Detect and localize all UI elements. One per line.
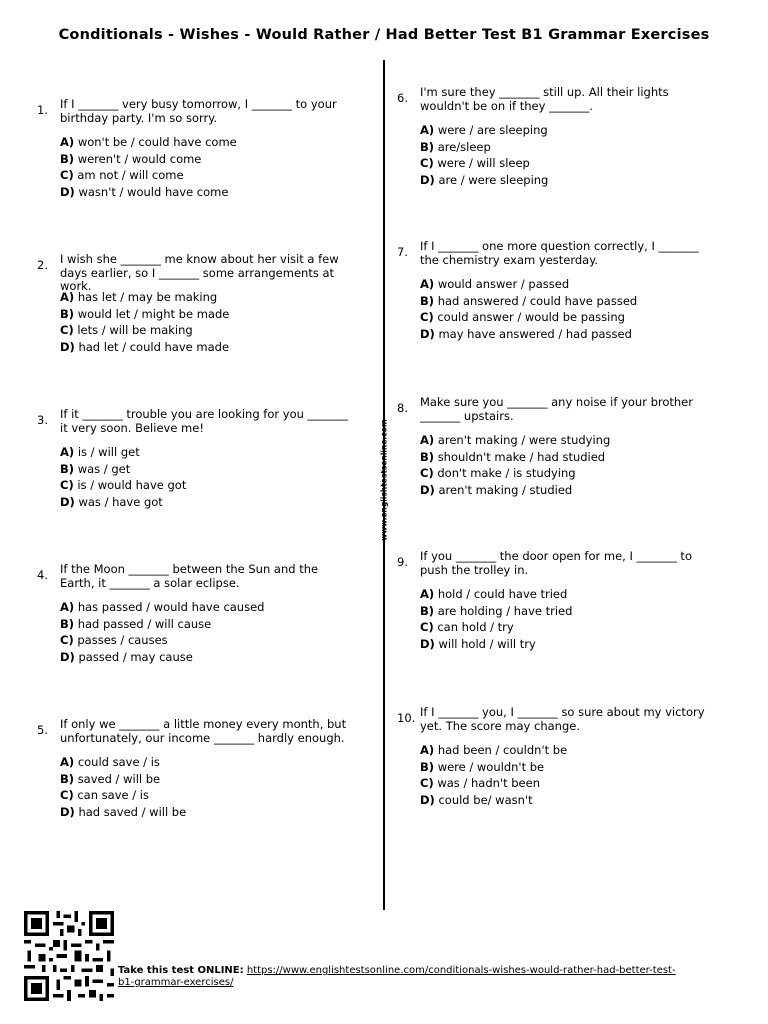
answer-option[interactable] [60, 618, 264, 635]
option-text: may have answered / had passed [438, 326, 632, 341]
question-number: 8. [397, 401, 408, 415]
option-letter: D) [60, 339, 75, 354]
option-text: had saved / will be [78, 804, 187, 819]
answer-option[interactable] [420, 141, 548, 158]
option-text: has passed / would have caused [77, 600, 265, 614]
option-letter: A) [60, 755, 75, 769]
question-text: If it _______ trouble you are looking for you _______ it very soon. Believe me! [60, 407, 348, 435]
option-letter: B) [420, 293, 435, 308]
option-text: would let / might be made [77, 306, 230, 321]
option-letter: A) [420, 433, 435, 447]
answer-option[interactable] [60, 773, 186, 790]
option-text: would answer / passed [437, 277, 570, 291]
option-letter: D) [420, 482, 435, 497]
question-number: 9. [397, 555, 408, 569]
question-number: 10. [397, 711, 416, 725]
option-text: can save / is [77, 788, 149, 803]
question-text: If I _______ one more question correctly, I _______ the chemistry exam yesterday. [420, 239, 699, 267]
option-letter: C) [420, 776, 434, 791]
answer-options [420, 124, 548, 190]
question-text: Make sure you _______ any noise if your brother _______ upstairs. [420, 395, 693, 423]
option-letter: D) [60, 494, 75, 509]
answer-option[interactable] [420, 794, 567, 811]
answer-option[interactable] [60, 341, 229, 358]
option-text: was / hadn't been [437, 776, 540, 791]
option-text: had let / could have made [78, 339, 230, 354]
option-text: were / will sleep [437, 156, 530, 171]
answer-option[interactable] [420, 124, 548, 141]
question-number: 3. [37, 413, 48, 427]
answer-option[interactable] [60, 756, 186, 773]
option-text: could be/ wasn't [438, 792, 533, 807]
option-letter: C) [420, 620, 434, 635]
answer-options [60, 601, 264, 667]
option-text: had passed / will cause [77, 616, 212, 631]
option-letter: B) [60, 771, 75, 786]
option-letter: A) [420, 587, 435, 601]
question-number: 6. [397, 91, 408, 105]
option-text: has let / may be making [77, 290, 218, 304]
option-text: don't make / is studying [437, 466, 576, 481]
question-number: 5. [37, 723, 48, 737]
answer-option[interactable] [420, 174, 548, 191]
answer-option[interactable] [420, 588, 572, 605]
option-letter: C) [60, 478, 74, 493]
option-text: had answered / could have passed [437, 293, 638, 308]
answer-option[interactable] [420, 157, 548, 174]
question-text: If I _______ very busy tomorrow, I _______ to your birthday party. I'm so sorry. [60, 97, 337, 125]
option-letter: B) [420, 449, 435, 464]
answer-option[interactable] [420, 744, 567, 761]
option-letter: C) [60, 788, 74, 803]
answer-option[interactable] [420, 638, 572, 655]
option-letter: B) [420, 139, 435, 154]
answer-option[interactable] [60, 496, 186, 513]
option-text: is / would have got [77, 478, 187, 493]
answer-option[interactable] [420, 278, 637, 295]
option-text: aren't making / were studying [437, 433, 611, 447]
option-letter: A) [60, 135, 75, 149]
option-text: aren't making / studied [438, 482, 573, 497]
footer-lead: Take this test ONLINE: [118, 965, 244, 976]
option-text: wasn't / would have come [78, 184, 229, 199]
option-letter: C) [60, 168, 74, 183]
option-letter: B) [60, 461, 75, 476]
answer-options [60, 136, 237, 202]
option-text: are/sleep [437, 139, 491, 154]
option-letter: D) [420, 636, 435, 651]
question-number: 2. [37, 258, 48, 272]
option-letter: D) [60, 649, 75, 664]
answer-option[interactable] [60, 153, 237, 170]
answer-options [60, 291, 229, 357]
option-letter: A) [60, 290, 75, 304]
option-text: am not / will come [77, 168, 184, 183]
answer-option[interactable] [420, 328, 637, 345]
option-text: weren't / would come [77, 151, 202, 166]
option-letter: A) [60, 600, 75, 614]
option-text: could answer / would be passing [437, 310, 625, 325]
option-letter: D) [420, 172, 435, 187]
qr-code-icon[interactable] [24, 911, 114, 1001]
option-letter: D) [60, 184, 75, 199]
option-text: passes / causes [77, 633, 168, 648]
option-text: hold / could have tried [437, 587, 568, 601]
option-text: passed / may cause [78, 649, 193, 664]
option-text: saved / will be [77, 771, 161, 786]
answer-option[interactable] [60, 169, 237, 186]
option-text: are / were sleeping [438, 172, 549, 187]
option-text: was / have got [78, 494, 163, 509]
question-number: 1. [37, 103, 48, 117]
option-letter: B) [60, 151, 75, 166]
answer-option[interactable] [420, 777, 567, 794]
option-letter: B) [60, 616, 75, 631]
answer-option[interactable] [420, 467, 610, 484]
option-letter: B) [60, 306, 75, 321]
answer-option[interactable] [420, 621, 572, 638]
option-letter: B) [420, 759, 435, 774]
answer-option[interactable] [60, 308, 229, 325]
answer-option[interactable] [420, 311, 637, 328]
vertical-website-label: www.englishtestsonline.com [379, 419, 389, 541]
question-number: 7. [397, 245, 408, 259]
answer-option[interactable] [420, 295, 637, 312]
option-text: were / are sleeping [437, 123, 548, 137]
answer-option[interactable] [60, 789, 186, 806]
option-letter: C) [420, 466, 434, 481]
question-text: If you _______ the door open for me, I _______ to push the trolley in. [420, 549, 692, 577]
option-text: is / will get [77, 445, 140, 459]
answer-option[interactable] [60, 324, 229, 341]
option-text: shouldn't make / had studied [437, 449, 606, 464]
question-text: If the Moon _______ between the Sun and the Earth, it _______ a solar eclipse. [60, 562, 319, 590]
option-letter: C) [420, 156, 434, 171]
option-letter: C) [60, 323, 74, 338]
answer-options [420, 434, 610, 500]
answer-options [420, 744, 567, 810]
option-letter: D) [420, 326, 435, 341]
answer-option[interactable] [420, 761, 567, 778]
question-text: If I _______ you, I _______ so sure about my victory yet. The score may change. [420, 705, 705, 733]
answer-option[interactable] [60, 463, 186, 480]
answer-option[interactable] [420, 451, 610, 468]
option-letter: C) [60, 633, 74, 648]
answer-option[interactable] [60, 186, 237, 203]
option-text: had been / couldn't be [437, 743, 568, 757]
option-text: was / get [77, 461, 131, 476]
question-text: I wish she _______ me know about her visit a few days earlier, so I _______ some arrangements at work. [60, 252, 339, 293]
option-text: lets / will be making [77, 323, 193, 338]
option-text: will hold / will try [438, 636, 536, 651]
option-letter: B) [420, 603, 435, 618]
option-letter: A) [420, 277, 435, 291]
option-letter: D) [60, 804, 75, 819]
question-text: I'm sure they _______ still up. All their lights wouldn't be on if they _______. [420, 85, 669, 113]
answer-option[interactable] [420, 484, 610, 501]
answer-option[interactable] [60, 291, 229, 308]
answer-option[interactable] [420, 605, 572, 622]
option-text: won't be / could have come [77, 135, 237, 149]
test-online-link[interactable]: https://www.englishtestsonline.com/conditionals-wishes-would-rather-had-better-test-b1-grammar-exercises/ [118, 965, 676, 988]
option-letter: D) [420, 792, 435, 807]
answer-option[interactable] [60, 806, 186, 823]
answer-option[interactable] [60, 634, 264, 651]
question-text: If only we _______ a little money every month, but unfortunately, our income _______ hardly enough. [60, 717, 347, 745]
answer-options [60, 756, 186, 822]
answer-option[interactable] [60, 446, 186, 463]
page-title: Conditionals - Wishes - Would Rather / Had Better Test B1 Grammar Exercises [58, 27, 710, 43]
option-letter: C) [420, 310, 434, 325]
footer [118, 965, 678, 989]
answer-option[interactable] [60, 601, 264, 618]
option-letter: A) [60, 445, 75, 459]
option-text: could save / is [77, 755, 160, 769]
answer-options [420, 588, 572, 654]
option-letter: A) [420, 743, 435, 757]
option-text: were / wouldn't be [437, 759, 545, 774]
option-letter: A) [420, 123, 435, 137]
answer-options [420, 278, 637, 344]
answer-option[interactable] [60, 479, 186, 496]
answer-option[interactable] [60, 651, 264, 668]
answer-options [60, 446, 186, 512]
question-number: 4. [37, 568, 48, 582]
answer-option[interactable] [60, 136, 237, 153]
answer-option[interactable] [420, 434, 610, 451]
option-text: can hold / try [437, 620, 514, 635]
option-text: are holding / have tried [437, 603, 573, 618]
